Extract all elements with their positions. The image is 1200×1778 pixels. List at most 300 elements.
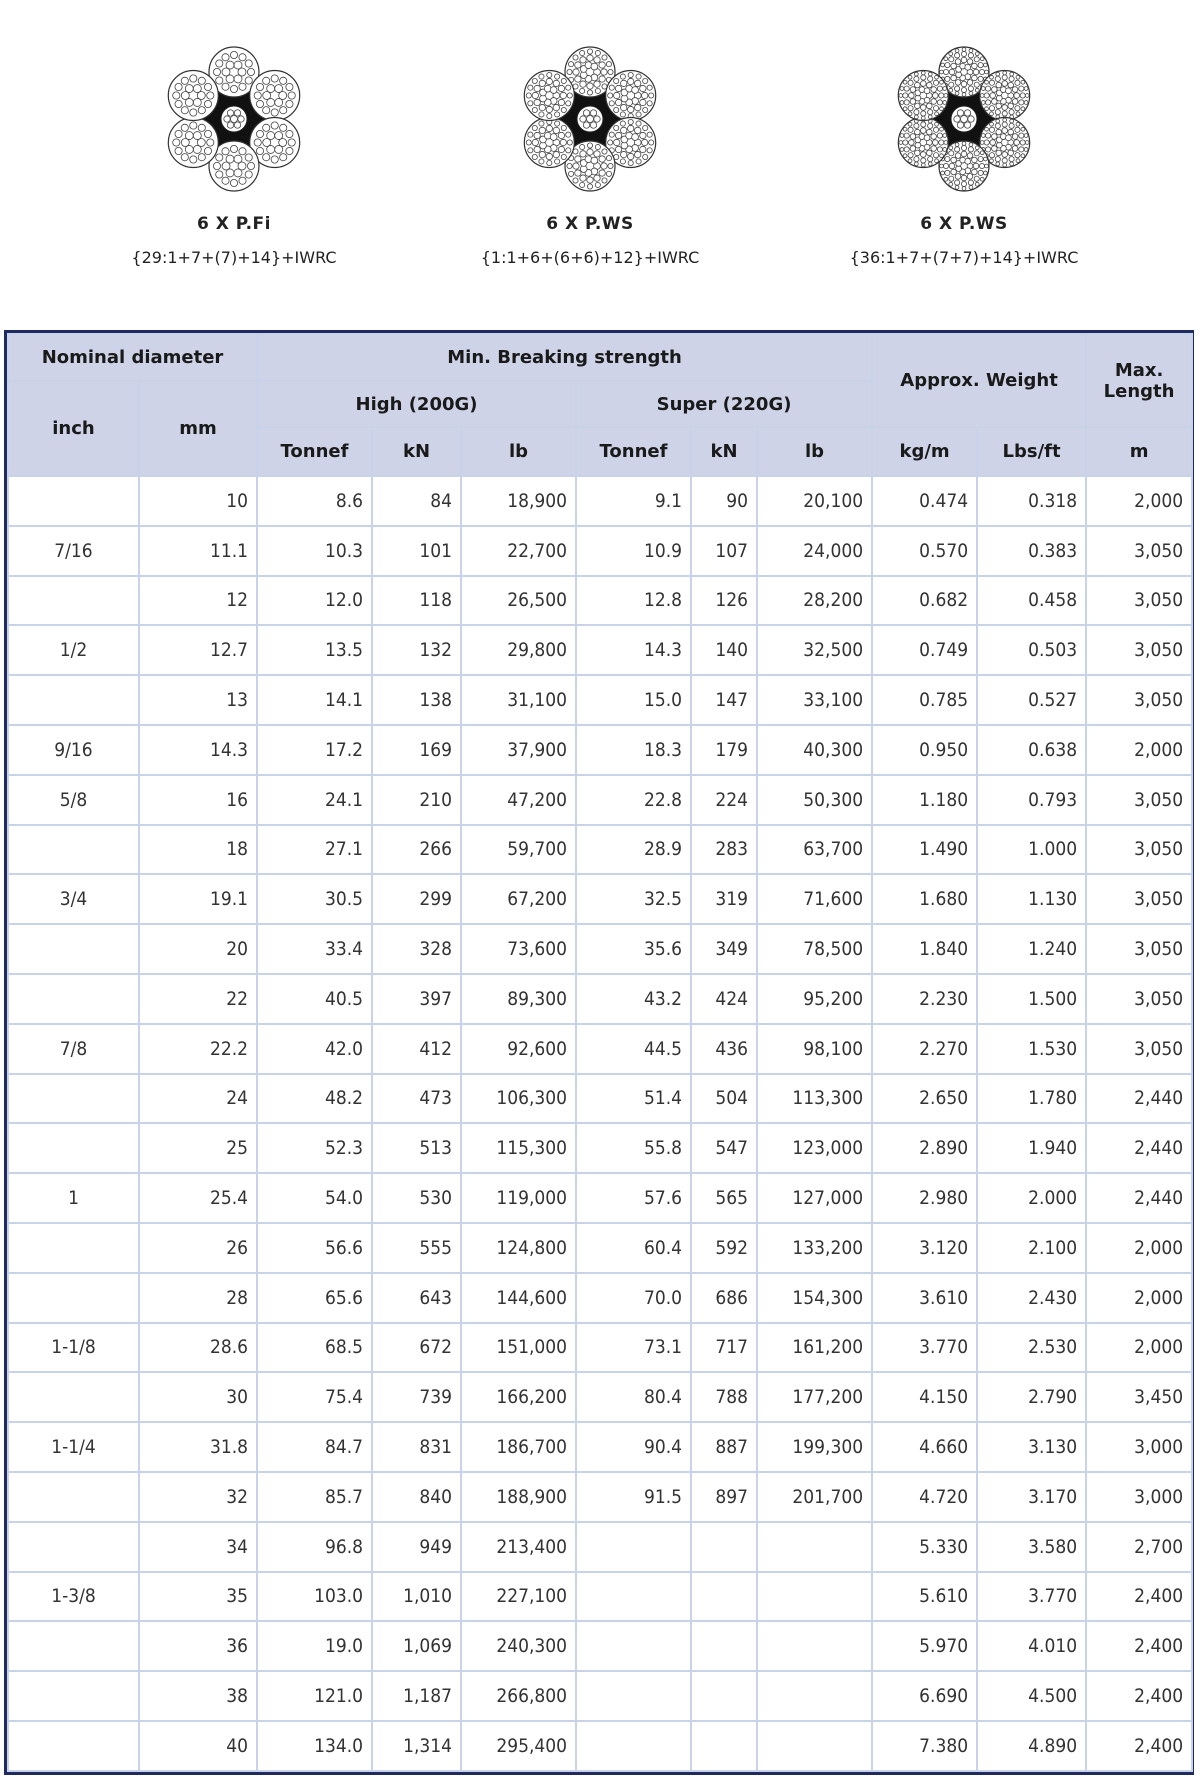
cell-super-kn: 283 — [691, 825, 757, 875]
cell-super-kn: 897 — [691, 1472, 757, 1522]
cell-lbs-per-ft: 0.383 — [977, 526, 1086, 576]
cell-high-lb: 59,700 — [461, 825, 576, 875]
table-row — [8, 476, 1192, 526]
rope-name: 6 X P.Fi — [196, 214, 271, 234]
header-kg-per-m: kg/m — [872, 427, 977, 476]
cell-max-length-m: 2,700 — [1086, 1522, 1192, 1572]
header-max-length: Max. Length — [1086, 334, 1192, 427]
cell-super-kn: 686 — [691, 1273, 757, 1323]
cell-high-lb: 119,000 — [461, 1173, 576, 1223]
cell-high-tonnef: 54.0 — [257, 1173, 372, 1223]
cell-lbs-per-ft: 2.430 — [977, 1273, 1086, 1323]
cell-mm: 22.2 — [139, 1024, 257, 1074]
cell-mm: 35 — [139, 1572, 257, 1622]
cell-kg-per-m: 2.980 — [872, 1173, 977, 1223]
cell-lbs-per-ft: 2.790 — [977, 1372, 1086, 1422]
cell-max-length-m: 3,450 — [1086, 1372, 1192, 1422]
cell-super-kn: 717 — [691, 1323, 757, 1373]
cell-super-tonnef: 22.8 — [576, 775, 691, 825]
cell-high-kn: 210 — [372, 775, 461, 825]
cell-kg-per-m: 7.380 — [872, 1721, 977, 1771]
cell-super-tonnef: 12.8 — [576, 576, 691, 626]
cell-high-lb: 186,700 — [461, 1422, 576, 1472]
cell-mm: 25.4 — [139, 1173, 257, 1223]
cell-super-lb — [757, 1621, 872, 1671]
rope-composition: {36:1+7+(7+7)+14}+IWRC — [849, 248, 1079, 267]
table-row — [8, 725, 1192, 775]
cell-high-kn: 1,314 — [372, 1721, 461, 1771]
cell-mm: 10 — [139, 476, 257, 526]
cell-kg-per-m: 1.680 — [872, 874, 977, 924]
cell-super-tonnef: 73.1 — [576, 1323, 691, 1373]
cell-high-tonnef: 68.5 — [257, 1323, 372, 1373]
cell-kg-per-m: 5.970 — [872, 1621, 977, 1671]
cell-kg-per-m: 0.950 — [872, 725, 977, 775]
cell-kg-per-m: 0.785 — [872, 675, 977, 725]
cell-high-lb: 124,800 — [461, 1223, 576, 1273]
cell-super-lb: 40,300 — [757, 725, 872, 775]
cell-kg-per-m: 3.770 — [872, 1323, 977, 1373]
header-approx-weight: Approx. Weight — [872, 334, 1086, 427]
cell-max-length-m: 2,400 — [1086, 1572, 1192, 1622]
cell-high-lb: 29,800 — [461, 625, 576, 675]
cell-super-kn: 224 — [691, 775, 757, 825]
cell-high-kn: 84 — [372, 476, 461, 526]
cell-lbs-per-ft: 0.527 — [977, 675, 1086, 725]
cell-inch — [8, 1372, 139, 1422]
header-high-tonnef: Tonnef — [257, 427, 372, 476]
cell-lbs-per-ft: 1.500 — [977, 974, 1086, 1024]
header-nominal-diameter: Nominal diameter — [8, 334, 257, 381]
cell-high-kn: 1,069 — [372, 1621, 461, 1671]
cell-max-length-m: 2,000 — [1086, 1273, 1192, 1323]
cell-high-lb: 188,900 — [461, 1472, 576, 1522]
cell-super-tonnef — [576, 1671, 691, 1721]
cell-kg-per-m: 0.570 — [872, 526, 977, 576]
cell-inch — [8, 974, 139, 1024]
cell-lbs-per-ft: 4.500 — [977, 1671, 1086, 1721]
cell-super-tonnef — [576, 1522, 691, 1572]
cell-max-length-m: 3,050 — [1086, 576, 1192, 626]
table-row — [8, 1721, 1192, 1771]
cell-high-tonnef: 8.6 — [257, 476, 372, 526]
cell-high-kn: 831 — [372, 1422, 461, 1472]
cell-max-length-m: 3,050 — [1086, 924, 1192, 974]
cell-lbs-per-ft: 3.130 — [977, 1422, 1086, 1472]
cell-super-kn: 179 — [691, 725, 757, 775]
cell-super-tonnef: 14.3 — [576, 625, 691, 675]
cell-inch: 1 — [8, 1173, 139, 1223]
cell-high-tonnef: 14.1 — [257, 675, 372, 725]
cell-high-kn: 555 — [372, 1223, 461, 1273]
cell-max-length-m: 3,050 — [1086, 825, 1192, 875]
cell-super-tonnef: 55.8 — [576, 1123, 691, 1173]
cell-high-tonnef: 27.1 — [257, 825, 372, 875]
cell-kg-per-m: 0.474 — [872, 476, 977, 526]
cell-high-lb: 18,900 — [461, 476, 576, 526]
table-row — [8, 775, 1192, 825]
cell-super-tonnef: 9.1 — [576, 476, 691, 526]
cell-lbs-per-ft: 1.780 — [977, 1074, 1086, 1124]
table-row — [8, 576, 1192, 626]
cell-mm: 19.1 — [139, 874, 257, 924]
cell-super-tonnef — [576, 1721, 691, 1771]
cell-mm: 28.6 — [139, 1323, 257, 1373]
cell-high-tonnef: 30.5 — [257, 874, 372, 924]
cell-high-kn: 266 — [372, 825, 461, 875]
cell-lbs-per-ft: 0.638 — [977, 725, 1086, 775]
cell-super-kn: 504 — [691, 1074, 757, 1124]
cell-high-tonnef: 65.6 — [257, 1273, 372, 1323]
cell-super-tonnef: 60.4 — [576, 1223, 691, 1273]
cell-inch — [8, 1721, 139, 1771]
cell-super-lb: 98,100 — [757, 1024, 872, 1074]
cell-high-tonnef: 13.5 — [257, 625, 372, 675]
cell-super-kn — [691, 1522, 757, 1572]
cell-super-kn: 147 — [691, 675, 757, 725]
cell-max-length-m: 2,000 — [1086, 1223, 1192, 1273]
cell-high-tonnef: 19.0 — [257, 1621, 372, 1671]
cell-super-tonnef: 90.4 — [576, 1422, 691, 1472]
cell-super-lb: 78,500 — [757, 924, 872, 974]
cell-super-lb: 123,000 — [757, 1123, 872, 1173]
cell-high-lb: 22,700 — [461, 526, 576, 576]
cell-lbs-per-ft: 0.318 — [977, 476, 1086, 526]
cell-super-lb: 28,200 — [757, 576, 872, 626]
cell-super-kn — [691, 1572, 757, 1622]
cell-mm: 11.1 — [139, 526, 257, 576]
cell-mm: 26 — [139, 1223, 257, 1273]
cell-high-tonnef: 84.7 — [257, 1422, 372, 1472]
cell-mm: 38 — [139, 1671, 257, 1721]
cell-super-kn: 592 — [691, 1223, 757, 1273]
cell-super-tonnef: 28.9 — [576, 825, 691, 875]
cell-high-lb: 26,500 — [461, 576, 576, 626]
cell-super-lb — [757, 1522, 872, 1572]
cell-mm: 12 — [139, 576, 257, 626]
cell-lbs-per-ft: 1.530 — [977, 1024, 1086, 1074]
cell-max-length-m: 3,050 — [1086, 625, 1192, 675]
cell-kg-per-m: 5.330 — [872, 1522, 977, 1572]
cell-lbs-per-ft: 2.000 — [977, 1173, 1086, 1223]
specification-table — [7, 333, 1193, 1772]
header-mm: mm — [139, 381, 257, 476]
rope-composition: {29:1+7+(7)+14}+IWRC — [131, 248, 337, 267]
cell-kg-per-m: 2.650 — [872, 1074, 977, 1124]
cell-high-lb: 151,000 — [461, 1323, 576, 1373]
cell-max-length-m: 3,000 — [1086, 1472, 1192, 1522]
cell-super-lb — [757, 1671, 872, 1721]
cell-high-kn: 328 — [372, 924, 461, 974]
cell-inch — [8, 1074, 139, 1124]
cell-super-kn — [691, 1621, 757, 1671]
cell-super-lb: 33,100 — [757, 675, 872, 725]
cell-mm: 34 — [139, 1522, 257, 1572]
cell-super-lb — [757, 1572, 872, 1622]
cell-super-kn: 319 — [691, 874, 757, 924]
cell-super-tonnef: 18.3 — [576, 725, 691, 775]
table-row — [8, 1173, 1192, 1223]
cell-lbs-per-ft: 1.000 — [977, 825, 1086, 875]
cell-kg-per-m: 0.749 — [872, 625, 977, 675]
cell-high-kn: 299 — [372, 874, 461, 924]
cell-kg-per-m: 2.230 — [872, 974, 977, 1024]
cell-max-length-m: 2,440 — [1086, 1074, 1192, 1124]
cell-high-kn: 513 — [372, 1123, 461, 1173]
cell-high-lb: 47,200 — [461, 775, 576, 825]
cell-inch — [8, 1123, 139, 1173]
cell-max-length-m: 2,440 — [1086, 1123, 1192, 1173]
cell-super-kn: 349 — [691, 924, 757, 974]
cell-super-lb: 201,700 — [757, 1472, 872, 1522]
cell-lbs-per-ft: 0.503 — [977, 625, 1086, 675]
cell-super-lb — [757, 1721, 872, 1771]
cell-mm: 12.7 — [139, 625, 257, 675]
cell-high-lb: 227,100 — [461, 1572, 576, 1622]
table-row — [8, 924, 1192, 974]
cell-kg-per-m: 5.610 — [872, 1572, 977, 1622]
cell-kg-per-m: 4.150 — [872, 1372, 977, 1422]
cell-mm: 18 — [139, 825, 257, 875]
cell-high-lb: 31,100 — [461, 675, 576, 725]
cell-kg-per-m: 2.890 — [872, 1123, 977, 1173]
cell-super-tonnef: 70.0 — [576, 1273, 691, 1323]
header-high-kn: kN — [372, 427, 461, 476]
table-row — [8, 1572, 1192, 1622]
table-row — [8, 974, 1192, 1024]
cell-kg-per-m: 0.682 — [872, 576, 977, 626]
cell-high-kn: 530 — [372, 1173, 461, 1223]
cell-inch — [8, 1472, 139, 1522]
header-super-lb: lb — [757, 427, 872, 476]
cell-super-kn: 90 — [691, 476, 757, 526]
cell-high-kn: 412 — [372, 1024, 461, 1074]
cell-inch: 9/16 — [8, 725, 139, 775]
cell-max-length-m: 3,050 — [1086, 974, 1192, 1024]
cell-super-lb: 50,300 — [757, 775, 872, 825]
cell-super-lb: 133,200 — [757, 1223, 872, 1273]
table-row — [8, 1621, 1192, 1671]
cell-high-lb: 144,600 — [461, 1273, 576, 1323]
cell-high-tonnef: 96.8 — [257, 1522, 372, 1572]
cell-lbs-per-ft: 2.530 — [977, 1323, 1086, 1373]
cell-inch: 7/16 — [8, 526, 139, 576]
cell-high-lb: 213,400 — [461, 1522, 576, 1572]
cell-high-kn: 1,187 — [372, 1671, 461, 1721]
wire-rope-cross-section-icon — [159, 44, 309, 194]
table-row — [8, 1024, 1192, 1074]
cell-mm: 30 — [139, 1372, 257, 1422]
cell-super-tonnef: 15.0 — [576, 675, 691, 725]
cell-super-tonnef: 57.6 — [576, 1173, 691, 1223]
header-m: m — [1086, 427, 1192, 476]
cell-lbs-per-ft: 4.010 — [977, 1621, 1086, 1671]
cell-mm: 28 — [139, 1273, 257, 1323]
cell-super-tonnef: 43.2 — [576, 974, 691, 1024]
cell-max-length-m: 2,000 — [1086, 1323, 1192, 1373]
cell-mm: 16 — [139, 775, 257, 825]
cell-high-tonnef: 12.0 — [257, 576, 372, 626]
cell-lbs-per-ft: 2.100 — [977, 1223, 1086, 1273]
cell-super-kn — [691, 1721, 757, 1771]
cell-mm: 24 — [139, 1074, 257, 1124]
table-row — [8, 675, 1192, 725]
cell-super-tonnef — [576, 1572, 691, 1622]
cell-inch: 1-3/8 — [8, 1572, 139, 1622]
cell-super-lb: 63,700 — [757, 825, 872, 875]
cell-max-length-m: 2,400 — [1086, 1671, 1192, 1721]
cell-inch — [8, 825, 139, 875]
cell-high-lb: 92,600 — [461, 1024, 576, 1074]
table-row — [8, 825, 1192, 875]
cell-kg-per-m: 4.660 — [872, 1422, 977, 1472]
table-row — [8, 874, 1192, 924]
cell-super-tonnef: 91.5 — [576, 1472, 691, 1522]
cell-mm: 20 — [139, 924, 257, 974]
cell-high-lb: 67,200 — [461, 874, 576, 924]
cell-high-tonnef: 56.6 — [257, 1223, 372, 1273]
cell-kg-per-m: 6.690 — [872, 1671, 977, 1721]
cell-high-lb: 240,300 — [461, 1621, 576, 1671]
cell-high-kn: 397 — [372, 974, 461, 1024]
cell-mm: 36 — [139, 1621, 257, 1671]
cell-inch — [8, 1671, 139, 1721]
cell-mm: 25 — [139, 1123, 257, 1173]
cell-inch — [8, 1223, 139, 1273]
table-row — [8, 625, 1192, 675]
cell-super-kn: 887 — [691, 1422, 757, 1472]
cell-high-kn: 1,010 — [372, 1572, 461, 1622]
cell-high-tonnef: 85.7 — [257, 1472, 372, 1522]
cell-kg-per-m: 1.180 — [872, 775, 977, 825]
cell-super-tonnef: 10.9 — [576, 526, 691, 576]
cell-high-kn: 672 — [372, 1323, 461, 1373]
table-row — [8, 1273, 1192, 1323]
cell-high-kn: 643 — [372, 1273, 461, 1323]
cell-kg-per-m: 3.610 — [872, 1273, 977, 1323]
rope-composition: {1:1+6+(6+6)+12}+IWRC — [480, 248, 700, 267]
header-lbs-per-ft: Lbs/ft — [977, 427, 1086, 476]
cell-super-kn: 107 — [691, 526, 757, 576]
cell-lbs-per-ft: 3.770 — [977, 1572, 1086, 1622]
cell-super-tonnef: 80.4 — [576, 1372, 691, 1422]
cell-kg-per-m: 3.120 — [872, 1223, 977, 1273]
cell-high-lb: 89,300 — [461, 974, 576, 1024]
cell-super-lb: 199,300 — [757, 1422, 872, 1472]
cell-inch: 1/2 — [8, 625, 139, 675]
cell-super-kn — [691, 1671, 757, 1721]
header-super-tonnef: Tonnef — [576, 427, 691, 476]
cell-inch: 5/8 — [8, 775, 139, 825]
cell-lbs-per-ft: 1.240 — [977, 924, 1086, 974]
rope-type-1 — [54, 44, 414, 267]
cell-mm: 22 — [139, 974, 257, 1024]
cell-high-lb: 295,400 — [461, 1721, 576, 1771]
cell-super-kn: 436 — [691, 1024, 757, 1074]
cell-max-length-m: 3,050 — [1086, 675, 1192, 725]
cell-inch — [8, 924, 139, 974]
rope-types — [0, 0, 1200, 322]
cell-high-tonnef: 48.2 — [257, 1074, 372, 1124]
cell-inch — [8, 1621, 139, 1671]
cell-inch — [8, 576, 139, 626]
cell-inch — [8, 476, 139, 526]
cell-high-lb: 166,200 — [461, 1372, 576, 1422]
cell-super-lb: 127,000 — [757, 1173, 872, 1223]
cell-max-length-m: 2,440 — [1086, 1173, 1192, 1223]
cell-super-lb: 161,200 — [757, 1323, 872, 1373]
cell-high-lb: 115,300 — [461, 1123, 576, 1173]
table-row — [8, 1323, 1192, 1373]
cell-mm: 13 — [139, 675, 257, 725]
cell-max-length-m: 3,050 — [1086, 775, 1192, 825]
cell-lbs-per-ft: 3.580 — [977, 1522, 1086, 1572]
cell-high-kn: 949 — [372, 1522, 461, 1572]
cell-high-tonnef: 24.1 — [257, 775, 372, 825]
rope-name: 6 X P.WS — [920, 214, 1008, 234]
table-row — [8, 1074, 1192, 1124]
cell-inch: 3/4 — [8, 874, 139, 924]
cell-inch: 1-1/8 — [8, 1323, 139, 1373]
cell-inch: 7/8 — [8, 1024, 139, 1074]
cell-super-lb: 113,300 — [757, 1074, 872, 1124]
cell-super-tonnef — [576, 1621, 691, 1671]
cell-inch: 1-1/4 — [8, 1422, 139, 1472]
cell-super-kn: 565 — [691, 1173, 757, 1223]
table-row — [8, 1422, 1192, 1472]
table-row — [8, 1522, 1192, 1572]
wire-rope-cross-section-icon — [889, 44, 1039, 194]
table-row — [8, 1372, 1192, 1422]
cell-high-tonnef: 42.0 — [257, 1024, 372, 1074]
specification-table-container — [4, 330, 1194, 1775]
cell-high-kn: 169 — [372, 725, 461, 775]
cell-high-kn: 132 — [372, 625, 461, 675]
table-body — [8, 476, 1192, 1771]
cell-high-lb: 73,600 — [461, 924, 576, 974]
cell-kg-per-m: 2.270 — [872, 1024, 977, 1074]
cell-kg-per-m: 4.720 — [872, 1472, 977, 1522]
cell-mm: 31.8 — [139, 1422, 257, 1472]
table-row — [8, 1223, 1192, 1273]
cell-high-lb: 266,800 — [461, 1671, 576, 1721]
cell-super-lb: 154,300 — [757, 1273, 872, 1323]
cell-high-kn: 473 — [372, 1074, 461, 1124]
rope-name: 6 X P.WS — [546, 214, 634, 234]
cell-high-lb: 106,300 — [461, 1074, 576, 1124]
header-inch: inch — [8, 381, 139, 476]
cell-super-lb: 24,000 — [757, 526, 872, 576]
cell-high-kn: 840 — [372, 1472, 461, 1522]
cell-mm: 40 — [139, 1721, 257, 1771]
cell-max-length-m: 3,050 — [1086, 874, 1192, 924]
table-row — [8, 1671, 1192, 1721]
header-high-lb: lb — [461, 427, 576, 476]
cell-mm: 32 — [139, 1472, 257, 1522]
cell-max-length-m: 3,000 — [1086, 1422, 1192, 1472]
cell-mm: 14.3 — [139, 725, 257, 775]
cell-super-lb: 32,500 — [757, 625, 872, 675]
cell-inch — [8, 1273, 139, 1323]
cell-max-length-m: 2,000 — [1086, 476, 1192, 526]
cell-max-length-m: 3,050 — [1086, 1024, 1192, 1074]
cell-super-kn: 140 — [691, 625, 757, 675]
table-row — [8, 1472, 1192, 1522]
cell-lbs-per-ft: 0.458 — [977, 576, 1086, 626]
cell-high-tonnef: 33.4 — [257, 924, 372, 974]
rope-type-3 — [784, 44, 1144, 267]
cell-max-length-m: 2,400 — [1086, 1621, 1192, 1671]
